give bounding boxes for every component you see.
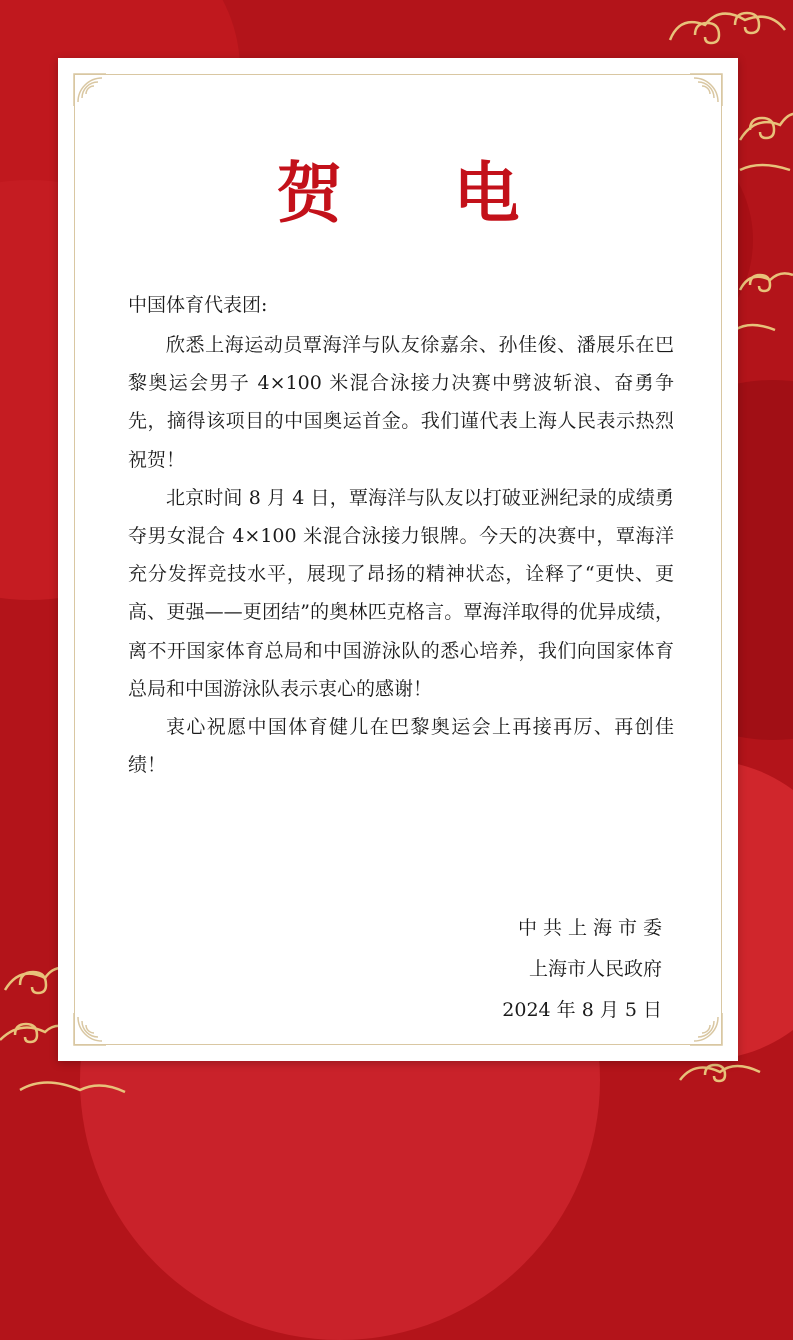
corner-ornament-icon (72, 72, 108, 108)
body-paragraph: 北京时间 8 月 4 日，覃海洋与队友以打破亚洲纪录的成绩勇夺男女混合 4×100 米混合泳接力银牌。今天的决赛中，覃海洋充分发挥竞技水平，展现了昂扬的精神状态，诠释了“更快、更高、更强——更团结”的奥林匹克格言。覃海洋取得的优异成绩，离不开国家体育总局和中国游泳队的悉心培养，我们向国家体育总局和中国游泳队表示衷心的感谢！ (128, 486, 674, 700)
signature-block (502, 908, 668, 1031)
signatory-government: 上海市人民政府 (528, 958, 662, 980)
letter-title: 贺 电 (276, 154, 564, 232)
body-paragraph: 欣悉上海运动员覃海洋与队友徐嘉余、孙佳俊、潘展乐在巴黎奥运会男子 4×100 米混合泳接力决赛中劈波斩浪、奋勇争先，摘得该项目的中国奥运首金。我们谨代表上海人民表示热烈祝贺！ (128, 334, 674, 471)
letter-paper (58, 58, 738, 1061)
signature-date: 2024 年 8 月 5 日 (502, 999, 662, 1021)
auspicious-cloud-icon (730, 250, 793, 360)
corner-ornament-icon (688, 72, 724, 108)
signatory-party-committee: 中共上海市委 (517, 917, 668, 939)
corner-ornament-icon (688, 1011, 724, 1047)
body-paragraph: 衷心祝愿中国体育健儿在巴黎奥运会上再接再厉、再创佳绩！ (128, 716, 674, 777)
salutation: 中国体育代表团: (128, 294, 268, 316)
corner-ornament-icon (72, 1011, 108, 1047)
letter-body (128, 326, 674, 784)
